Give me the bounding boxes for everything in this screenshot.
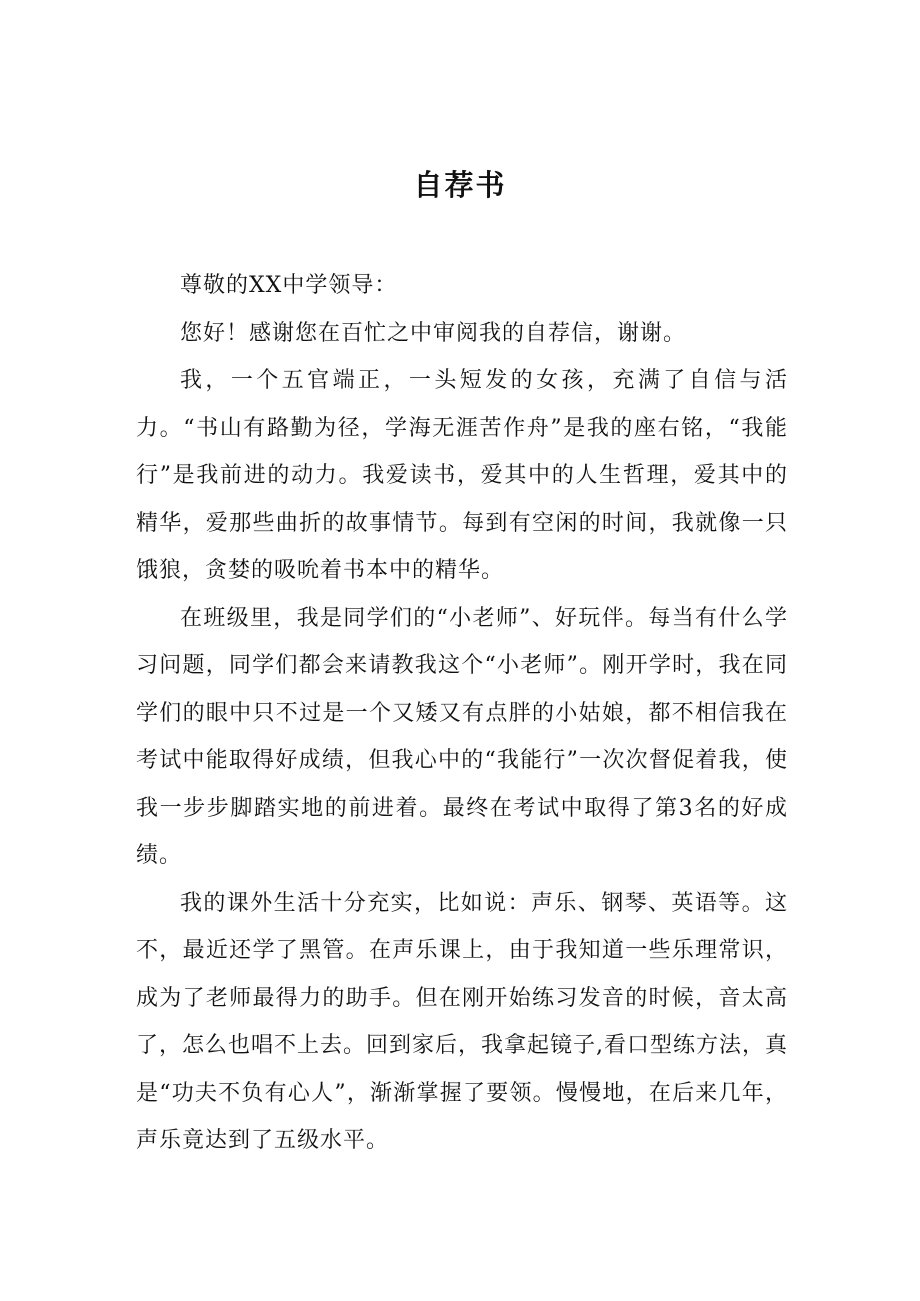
- paragraph-intro: 我，一个五官端正，一头短发的女孩，充满了自信与活力。“书山有路勤为径，学海无涯苦作舟”是我的座右铭，“我能行”是我前进的动力。我爱读书，爱其中的人生哲理，爱其中的精华，爱那些曲折的故事情节。每到有空闲的时间，我就像一只饿狼，贪婪的吸吮着书本中的精华。: [136, 368, 788, 583]
- paragraph-extracurricular: 我的课外生活十分充实，比如说：声乐、钢琴、英语等。这不，最近还学了黑管。在声乐课上，由于我知道一些乐理常识，成为了老师最得力的助手。但在刚开始练习发音的时候，音太高了，怎么也唱不上去。回到家后，我拿起镜子,看口型练方法，真是“功夫不负有心人”，渐渐掌握了要领。慢慢地，在后来几年，声乐竟达到了五级水平。: [136, 890, 788, 1153]
- greeting: 您好！感谢您在百忙之中审阅我的自荐信，谢谢。: [180, 320, 687, 346]
- salutation: 尊敬的XX中学领导：: [180, 273, 398, 298]
- paragraph-class: 在班级里，我是同学们的“小老师”、好玩伴。每当有什么学习问题，同学们都会来请教我这个“小老师”。刚开学时，我在同学们的眼中只不过是一个又矮又有点胖的小姑娘，都不相信我在考试中能取得好成绩，但我心中的“我能行”一次次督促着我，使我一步步脚踏实地的前进着。最终在考试中取得了第3名的好成绩。: [136, 605, 788, 868]
- document-title: 自荐书: [413, 168, 507, 202]
- document-body: [136, 262, 788, 1165]
